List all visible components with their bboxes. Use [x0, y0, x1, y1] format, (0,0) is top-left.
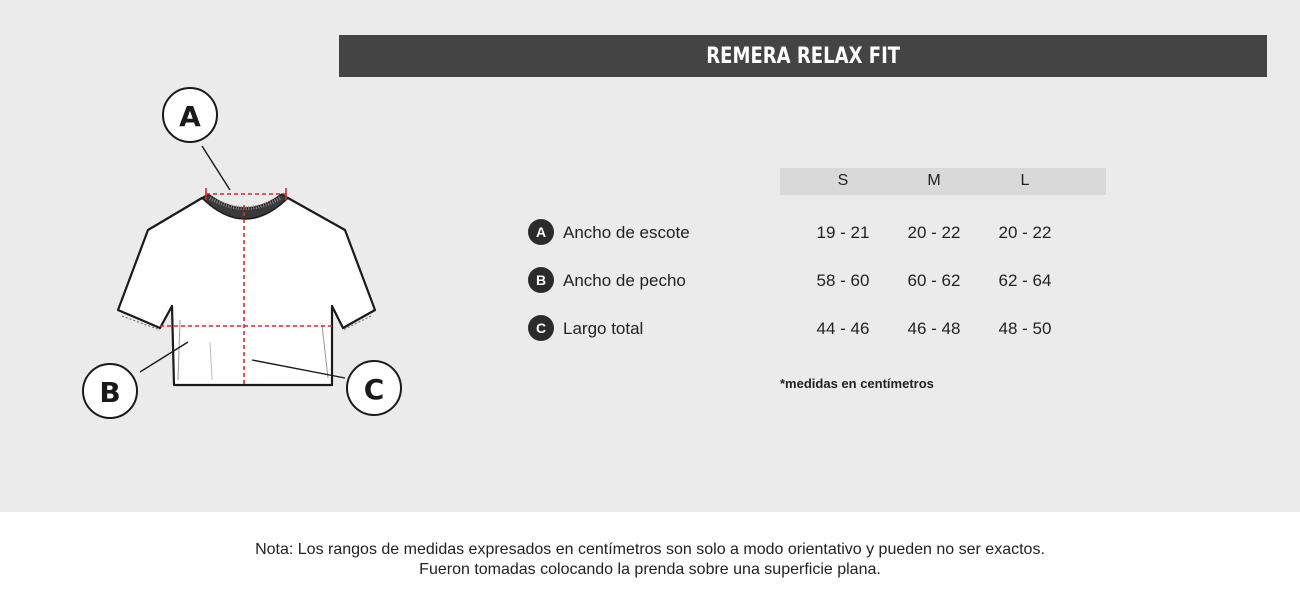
size-header: [780, 168, 1106, 195]
row-label: Largo total: [563, 319, 644, 338]
row-value: 44 - 46: [816, 319, 870, 338]
size-l: L: [1020, 172, 1030, 189]
tshirt-diagram: [60, 80, 420, 440]
row-value: 58 - 60: [816, 271, 870, 290]
svg-text:C: C: [363, 373, 385, 406]
footer-line-2: Fueron tomadas colocando la prenda sobre una superficie plana.: [419, 561, 881, 578]
row-value: 46 - 48: [907, 319, 961, 338]
row-value: 20 - 22: [998, 223, 1052, 242]
table-row: [528, 267, 1088, 293]
row-value: 48 - 50: [998, 319, 1052, 338]
row-label: Ancho de escote: [563, 223, 690, 242]
unit-note: *medidas en centímetros: [780, 376, 934, 391]
page-title: REMERA RELAX FIT: [706, 43, 900, 69]
svg-text:A: A: [179, 100, 201, 133]
row-value: 62 - 64: [998, 271, 1052, 290]
row-value: 19 - 21: [816, 223, 870, 242]
title-bar: [339, 35, 1267, 77]
marker-c: [347, 361, 401, 415]
table-row: [528, 219, 1088, 245]
row-badge: C: [528, 315, 554, 341]
row-badge: A: [528, 219, 554, 245]
svg-text:B: B: [99, 376, 121, 409]
row-label: Ancho de pecho: [563, 271, 686, 290]
row-value: 60 - 62: [907, 271, 961, 290]
size-m: M: [927, 172, 941, 189]
table-row: [528, 315, 1088, 341]
row-value: 20 - 22: [907, 223, 961, 242]
marker-b: [83, 364, 137, 418]
size-s: S: [837, 172, 849, 189]
footer-note: [0, 540, 1300, 580]
footer-line-1: Nota: Los rangos de medidas expresados en centímetros son solo a modo orientativo y pueden no ser exactos.: [255, 541, 1045, 558]
tshirt-outline: [118, 198, 375, 385]
row-badge: B: [528, 267, 554, 293]
marker-a: [163, 88, 217, 142]
